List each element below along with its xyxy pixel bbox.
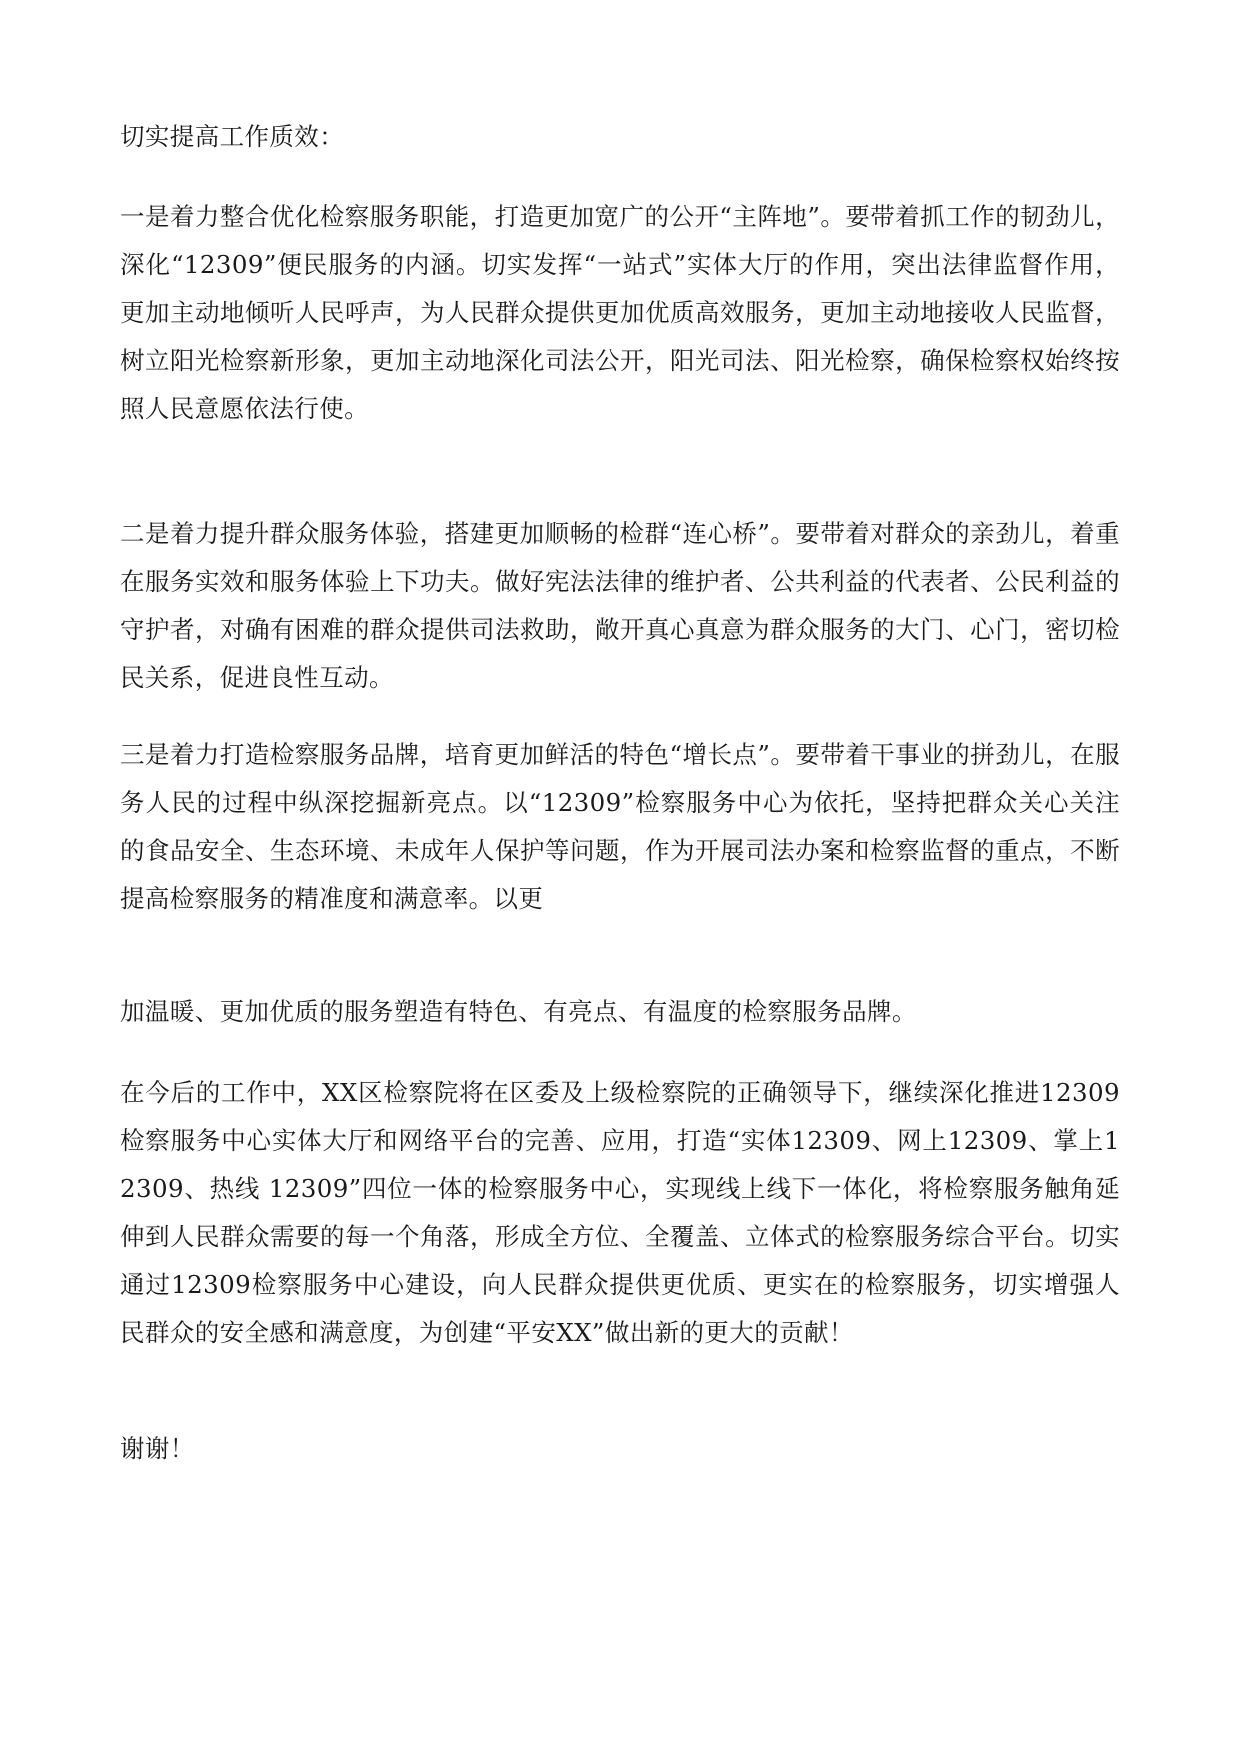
paragraph-thanks: 谢谢！ [120, 1434, 195, 1463]
paragraph-intro: 切实提高工作质效： [120, 122, 345, 151]
paragraph-point-one: 一是着力整合优化检察服务职能，打造更加宽广的公开“主阵地”。要带着抓工作的韧劲儿，深化“12309”便民服务的内涵。切实发挥“一站式”实体大厅的作用，突出法律监督作用，更加主动地倾听人民呼声，为人民群众提供更加优质高效服务，更加主动地接收人民监督，树立阳光检察新形象，更加主动地深化司法公开，阳光司法、阳光检察，确保检察权始终按照人民意愿依法行使。 [120, 202, 1120, 423]
paragraph-point-two: 二是着力提升群众服务体验，搭建更加顺畅的检群“连心桥”。要带着对群众的亲劲儿，着重在服务实效和服务体验上下功夫。做好宪法法律的维护者、公共利益的代表者、公民利益的守护者，对确有困难的群众提供司法救助，敞开真心真意为群众服务的大门、心门，密切检民关系，促进良性互动。 [120, 519, 1120, 692]
paragraph-conclusion: 在今后的工作中，XX区检察院将在区委及上级检察院的正确领导下，继续深化推进12309检察服务中心实体大厅和网络平台的完善、应用，打造“实体12309、网上12309、掌上12309、热线 12309”四位一体的检察服务中心，实现线上线下一体化，将检察服务触角延伸到人民群众需要的每一个角落，形成全方位、全覆盖、立体式的检察服务综合平台。切实通过12309检察服务中心建设，向人民群众提供更优质、更实在的检察服务，切实增强人民群众的安全感和满意度，为创建“平安XX”做出新的更大的贡献！ [120, 1078, 1120, 1347]
paragraph-continuation: 加温暖、更加优质的服务塑造有特色、有亮点、有温度的检察服务品牌。 [120, 997, 917, 1026]
paragraph-point-three: 三是着力打造检察服务品牌，培育更加鲜活的特色“增长点”。要带着干事业的拼劲儿，在服务人民的过程中纵深挖掘新亮点。以“12309”检察服务中心为依托，坚持把群众关心关注的食品安全、生态环境、未成年人保护等问题，作为开展司法办案和检察监督的重点，不断提高检察服务的精准度和满意率。以更 [120, 740, 1120, 913]
